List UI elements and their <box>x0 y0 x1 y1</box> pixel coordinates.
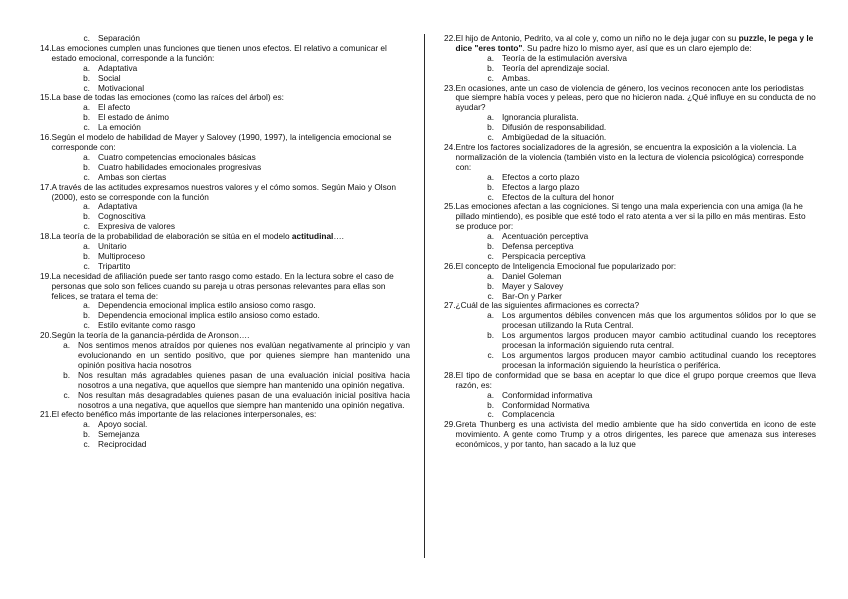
question-19: 19. La necesidad de afiliación puede ser tanto rasgo como estado. En la lectura sobre el caso de personas que solo son felices cuando su pareja u otras personas relevantes para ellas son felices, se tratara el tema de: a. Dependencia emocional implica estilo ansioso como rasgo. b. Dependencia emocional implica estilo ansioso como estado. c. Estilo evitante como rasgo <box>40 272 410 331</box>
question-23: 23. En ocasiones, ante un caso de violencia de género, los vecinos reconocen ante los periodistas que siempre había voces y peleas, pero que no hicieron nada. ¿Qué influye en su conducta de no ayudar? a. Ignorancia pluralista. b. Difusión de responsabilidad. c. Ambigüedad de la situación. <box>444 82 816 143</box>
question-text: Según el modelo de habilidad de Mayer y Salovey (1990, 1997), la inteligencia emocional se corresponde con: <box>51 132 392 152</box>
question-15: 15. La base de todas las emociones (como las raíces del árbol) es: a. El afecto b. El estado de ánimo c. La emoción <box>40 93 410 133</box>
question-text: ¿Cuál de las siguientes afirmaciones es correcta? <box>455 300 640 311</box>
option-item: a. Teoría de la estimulación aversiva <box>487 52 627 63</box>
option-item: b. Multiproceso <box>83 250 146 261</box>
option-item: b. Social <box>83 72 121 83</box>
question-20: 20. Según la teoría de la ganancia-pérdida de Aronson…. a. Nos sentimos menos atraídos por quienes nos evalúan negativamente al principio y van evolucionando en un sentido positivo, que por quienes siempre han mantenido una opinión positiva hacia nosotros b. Nos resultan más agradables quienes pasan de una evaluación inicial positiva hacia nosotros a una negativa, que aquellos que siempre han mantenido una opinión negativa. c. Nos resultan más desagradables quienes pasan de una evaluación inicial positiva hacia nosotros a una negativa, que aquellos que siempre han mantenido una opinión negativa. <box>40 330 410 410</box>
question-text: El hijo de Antonio, Pedrito, va al cole y, como un niño no le deja jugar con su puzzle, le pega y le dice "eres tonto". Su padre hizo lo mismo ayer, así que es un claro ejemplo de: <box>455 33 814 53</box>
question-22: 22. El hijo de Antonio, Pedrito, va al cole y, como un niño no le deja jugar con su puzzle, le pega y le dice "eres tonto". Su padre hizo lo mismo ayer, así que es un claro ejemplo de: a. Teoría de la estimulación aversiva b. Teoría del aprendizaje social. c. Ambas. <box>444 34 816 84</box>
option-item: c. Nos resultan más desagradables quienes pasan de una evaluación inicial positiva hacia nosotros a una negativa, que aquellos que siempre han mantenido una opinión negativa. <box>63 389 410 410</box>
question-text: La necesidad de afiliación puede ser tanto rasgo como estado. En la lectura sobre el caso de personas que solo son felices cuando su pareja u otras personas relevantes para ellas son felices, se tratara el tema de: <box>51 270 394 301</box>
option-item: a. Ignorancia pluralista. <box>487 112 579 123</box>
option-item: c. Los argumentos largos producen mayor cambio actitudinal cuando los receptores procesan la información siguiendo la heurística o periférica. <box>487 350 816 370</box>
option-item: c. Reciprocidad <box>83 439 147 450</box>
option-item: a. Apoyo social. <box>83 419 148 430</box>
option-item: a. Nos sentimos menos atraídos por quienes nos evalúan negativamente al principio y van evolucionando en un sentido positivo, que por quienes siempre han mantenido una opinión positiva hacia nosotros <box>63 340 410 370</box>
question-text: Entre los factores socializadores de la agresión, se encuentra la exposición a la violencia. La normalización de la violencia (también visto en la lectura de violencia psicológica) corresponde con: <box>455 141 804 172</box>
question-text: El concepto de Inteligencia Emocional fue popularizado por: <box>455 260 677 271</box>
question-text: La base de todas las emociones (como las raíces del árbol) es: <box>51 92 284 103</box>
question-text: A través de las actitudes expresamos nuestros valores y el cómo somos. Según Maio y Olson (2000), esto se corresponde con la función <box>51 181 397 202</box>
question-24: 24. Entre los factores socializadores de la agresión, se encuentra la exposición a la violencia. La normalización de la violencia (también visto en la lectura de violencia psicológica) corresponde con: a. Efectos a corto plazo b. Efectos a largo plazo c. Efectos de la cultura del honor <box>444 143 816 202</box>
option-item: b. Semejanza <box>83 429 140 440</box>
question-text: Las emociones afectan a las cogniciones. Si tengo una mala experiencia con una amiga (la he pillado mintiendo), es posible que esté todo el rato atenta a ver si la pillo en más mentiras. Esto se produce por: <box>455 201 806 232</box>
option-item: a. El afecto <box>83 102 131 113</box>
option-item: a. Adaptativa <box>83 62 138 73</box>
question-29: 29. Greta Thunberg es una activista del medio ambiente que ha sido convertida en icono de este movimiento. A gente como Trump y a otros dirigentes, les parece que amenaza sus intereses económicos, y por tanto, han sacado a la luz que <box>444 419 816 450</box>
option-item: b. Cuatro habilidades emocionales progresivas <box>83 161 262 172</box>
option-item: c. Complacencia <box>487 409 555 420</box>
option-item: b. El estado de ánimo <box>83 112 170 123</box>
option-item: c. Motivacional <box>83 82 145 93</box>
question-25: 25. Las emociones afectan a las cogniciones. Si tengo una mala experiencia con una amiga (la he pillado mintiendo), es posible que esté todo el rato atenta a ver si la pillo en más mentiras. Esto se produce por: a. Acentuación perceptiva b. Defensa perceptiva c. Perspicacia perceptiva <box>444 202 816 261</box>
option-item: b. Defensa perceptiva <box>487 241 574 252</box>
option-item: c. La emoción <box>83 122 141 133</box>
question-18: 18. La teoría de la probabilidad de elaboración se sitúa en el modelo actitudinal…. a. Unitario b. Multiproceso c. Tripartito <box>40 232 410 272</box>
option-item: b. Efectos a largo plazo <box>487 181 580 192</box>
option-item: a. Los argumentos débiles convencen más que los argumentos sólidos por lo que se procesan utilizando la Ruta Central. <box>487 310 816 331</box>
question-text: Las emociones cumplen unas funciones que tienen unos efectos. El relativo a comunicar el estado emocional, corresponde a la función: <box>51 42 387 63</box>
question-text: El efecto benéfico más importante de las relaciones interpersonales, es: <box>51 409 317 420</box>
option-item: c. Separación <box>76 34 410 44</box>
option-item: a. Acentuación perceptiva <box>487 231 589 242</box>
option-item: c. Ambas son ciertas <box>83 171 167 182</box>
option-item: b. Difusión de responsabilidad. <box>487 122 607 133</box>
question-16: 16. Según el modelo de habilidad de Mayer y Salovey (1990, 1997), la inteligencia emocional se corresponde con: a. Cuatro competencias emocionales básicas b. Cuatro habilidades emocionales progresivas c. Ambas son ciertas <box>40 133 410 183</box>
question-17: 17. A través de las actitudes expresamos nuestros valores y el cómo somos. Según Maio y Olson (2000), esto se corresponde con la función a. Adaptativa b. Cognoscitiva c. Expresiva de valores <box>40 183 410 233</box>
option-item: c. Efectos de la cultura del honor <box>487 191 615 202</box>
option-item: c. Perspicacia perceptiva <box>487 250 586 261</box>
right-column <box>444 34 816 450</box>
question-14: 14. Las emociones cumplen unas funciones que tienen unos efectos. El relativo a comunicar el estado emocional, corresponde a la función: a. Adaptativa b. Social c. Motivacional <box>40 44 410 94</box>
question-27: 27. ¿Cuál de las siguientes afirmaciones es correcta? a. Los argumentos débiles convencen más que los argumentos sólidos por lo que se procesan utilizando la Ruta Central. b. Los argumentos largos producen mayor cambio actitudinal cuando los receptores procesan la información siguiendo ruta central. c. Los argumentos largos producen mayor cambio actitudinal cuando los receptores procesan la información siguiendo la heurística o periférica. <box>444 300 816 370</box>
option-item: b. Cognoscitiva <box>83 211 146 222</box>
question-text: En ocasiones, ante un caso de violencia de género, los vecinos reconocen ante los periodistas que siempre había voces y peleas, pero que no hicieron nada. ¿Qué influye en su conducta de no ayudar? <box>455 82 816 113</box>
option-item: b. Conformidad Normativa <box>487 399 590 410</box>
question-text: El tipo de conformidad que se basa en aceptar lo que dice el grupo porque creemos que lleva razón, es: <box>455 369 816 390</box>
question-26: 26. El concepto de Inteligencia Emocional fue popularizado por: a. Daniel Goleman b. Mayer y Salovey c. Bar-On y Parker <box>444 262 816 302</box>
column-divider <box>424 34 425 558</box>
option-text: Separación <box>98 33 140 43</box>
option-item: c. Expresiva de valores <box>83 221 176 232</box>
option-item: a. Efectos a corto plazo <box>487 171 580 182</box>
option-item: b. Nos resultan más agradables quienes pasan de una evaluación inicial positiva hacia nosotros a una negativa, que aquellos que siempre han mantenido una opinión negativa. <box>63 369 410 390</box>
option-item: a. Adaptativa <box>83 201 138 212</box>
left-column <box>40 34 410 450</box>
question-text: Según la teoría de la ganancia-pérdida de Aronson…. <box>51 330 250 341</box>
option-item: c. Ambigüedad de la situación. <box>487 132 607 143</box>
option-item: b. Mayer y Salovey <box>487 280 564 291</box>
question-28: 28. El tipo de conformidad que se basa en aceptar lo que dice el grupo porque creemos que lleva razón, es: a. Conformidad informativa b. Conformidad Normativa c. Complacencia <box>444 369 816 420</box>
option-item: b. Dependencia emocional implica estilo ansioso como estado. <box>83 310 320 321</box>
option-item: b. Teoría del aprendizaje social. <box>487 62 610 73</box>
option-item: a. Dependencia emocional implica estilo ansioso como rasgo. <box>83 300 316 311</box>
option-item: a. Conformidad informativa <box>487 389 593 400</box>
option-item: c. Estilo evitante como rasgo <box>83 320 196 331</box>
option-item: a. Cuatro competencias emocionales básicas <box>83 151 256 162</box>
option-item: b. Los argumentos largos producen mayor cambio actitudinal cuando los receptores procesan la información siguiendo ruta central. <box>487 330 816 351</box>
option-item: c. Ambas. <box>487 72 531 83</box>
question-21: 21. El efecto benéfico más importante de las relaciones interpersonales, es: a. Apoyo social. b. Semejanza c. Reciprocidad <box>40 410 410 450</box>
question-text: La teoría de la probabilidad de elaboración se sitúa en el modelo actitudinal…. <box>51 231 344 242</box>
option-item: c. Bar-On y Parker <box>487 290 562 301</box>
option-item: c. Tripartito <box>83 260 131 271</box>
question-text: Greta Thunberg es una activista del medio ambiente que ha sido convertida en icono de este movimiento. A gente como Trump y a otros dirigentes, les parece que amenaza sus intereses económicos, y por tanto, han sacado a la luz que <box>455 419 816 450</box>
option-item: a. Daniel Goleman <box>487 270 562 281</box>
option-item: a. Unitario <box>83 241 127 252</box>
